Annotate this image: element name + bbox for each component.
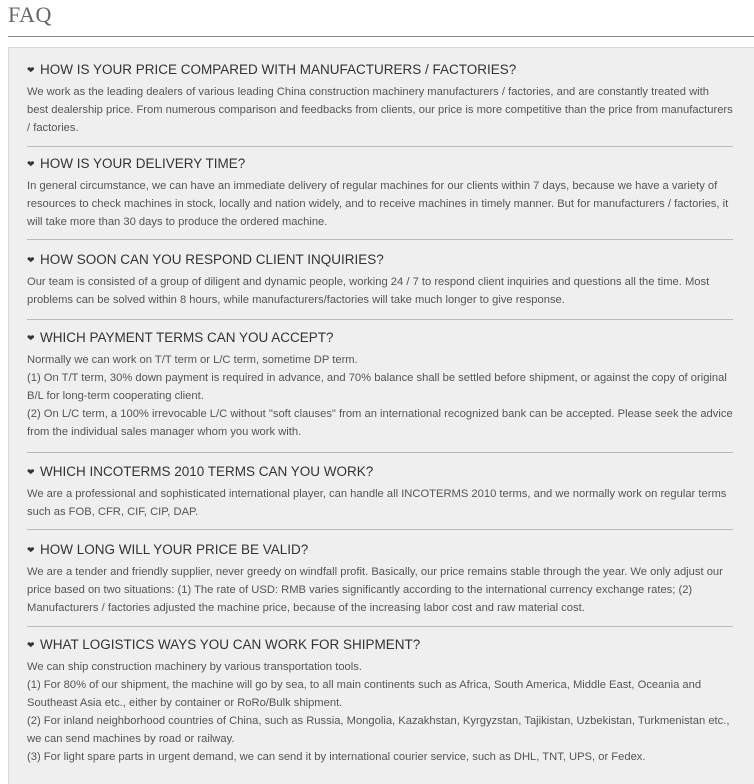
faq-answer [27, 273, 733, 314]
faq-question [27, 60, 733, 80]
faq-answer-paragraph: (1) On T/T term, 30% down payment is required in advance, and 70% balance shall be settled before shipment, or against the copy of original B/L for long-term cooperating client. [27, 372, 727, 402]
faq-answer-paragraph: Our team is consisted of a group of diligent and dynamic people, working 24 / 7 to respond client inquiries and questions all the time. Most problems can be solved within 8 hours, while manufacturers/factories will take much longer to give response. [27, 276, 710, 306]
faq-question [27, 250, 733, 270]
page-title: FAQ [8, 2, 52, 27]
faq-answer-paragraph: We are a tender and friendly supplier, never greedy on windfall profit. Basically, our price remains stable through the year. We only adjust our price based on two situations: (1) The rate of USD: RMB varies significantly according to the international currency exchange rates; (2) Manufacturers / factories adjusted the machine price, because of the increasing labor cost and raw material cost. [27, 566, 723, 614]
faq-answer-paragraph: We work as the leading dealers of various leading China construction machinery manufacturers / factories, and are constantly treated with best dealership price. From numerous comparison and feedbacks from clients, our price is more competitive than the price from manufacturers / factories. [27, 86, 733, 134]
faq-item-logistics [27, 635, 733, 775]
faq-panel [8, 47, 754, 784]
faq-answer-paragraph: (3) For light spare parts in urgent demand, we can send it by international courier service, such as DHL, TNT, UPS, or Fedex. [27, 751, 646, 763]
faq-item-delivery-time [27, 154, 733, 240]
faq-question-text: HOW IS YOUR PRICE COMPARED WITH MANUFACTURERS / FACTORIES? [40, 62, 517, 77]
faq-answer-paragraph: Normally we can work on T/T term or L/C term, sometime DP term. [27, 354, 358, 366]
faq-answer [27, 177, 733, 236]
heart-bullet-icon: ❤ [27, 159, 35, 169]
faq-question [27, 635, 733, 655]
heart-bullet-icon: ❤ [27, 545, 35, 555]
faq-answer-paragraph: We can ship construction machinery by various transportation tools. [27, 661, 362, 673]
faq-item-incoterms [27, 462, 733, 530]
faq-question-text: HOW SOON CAN YOU RESPOND CLIENT INQUIRIES? [40, 252, 384, 267]
faq-answer-paragraph: (2) For inland neighborhood countries of China, such as Russia, Mongolia, Kazakhstan, Kyrgyzstan, Tajikistan, Uzbekistan, Turkmenistan etc., we can send machines by road or railway. [27, 715, 730, 745]
faq-answer [27, 485, 733, 526]
faq-answer [27, 83, 733, 142]
faq-item-price-comparison [27, 60, 733, 147]
faq-question [27, 540, 733, 560]
faq-item-response-time [27, 250, 733, 320]
faq-answer-paragraph: In general circumstance, we can have an immediate delivery of regular machines for our clients within 7 days, because we have a variety of resources to check machines in stock, locally and nation widely, and to receive machines in timely manner. But for manufacturers / factories, it will take more than 30 days to produce the ordered machine. [27, 180, 729, 228]
heart-bullet-icon: ❤ [27, 640, 35, 650]
faq-item-payment-terms [27, 328, 733, 453]
faq-question-text: HOW LONG WILL YOUR PRICE BE VALID? [40, 542, 309, 557]
faq-question [27, 462, 733, 482]
faq-item-price-validity [27, 540, 733, 627]
faq-question [27, 154, 733, 174]
heart-bullet-icon: ❤ [27, 255, 35, 265]
heart-bullet-icon: ❤ [27, 333, 35, 343]
faq-question-text: WHAT LOGISTICS WAYS YOU CAN WORK FOR SHIPMENT? [40, 637, 421, 652]
faq-question-text: HOW IS YOUR DELIVERY TIME? [40, 156, 246, 171]
faq-question-text: WHICH PAYMENT TERMS CAN YOU ACCEPT? [40, 330, 334, 345]
faq-answer [27, 658, 733, 771]
heart-bullet-icon: ❤ [27, 65, 35, 75]
faq-answer [27, 351, 733, 446]
faq-answer [27, 563, 733, 622]
faq-answer-paragraph: (2) On L/C term, a 100% irrevocable L/C without "soft clauses" from an international recognized bank can be accepted. Please seek the advice from the individual sales manager whom you work with. [27, 408, 733, 438]
heart-bullet-icon: ❤ [27, 467, 35, 477]
faq-question [27, 328, 733, 348]
title-divider [8, 36, 754, 37]
faq-answer-paragraph: (1) For 80% of our shipment, the machine will go by sea, to all main continents such as Africa, South America, Middle East, Oceania and Southeast Asia etc., either by container or RoRo/Bulk shipment. [27, 679, 702, 709]
faq-answer-paragraph: We are a professional and sophisticated international player, can handle all INCOTERMS 2010 terms, and we normally work on regular terms such as FOB, CFR, CIF, CIP, DAP. [27, 488, 727, 518]
faq-question-text: WHICH INCOTERMS 2010 TERMS CAN YOU WORK? [40, 464, 374, 479]
